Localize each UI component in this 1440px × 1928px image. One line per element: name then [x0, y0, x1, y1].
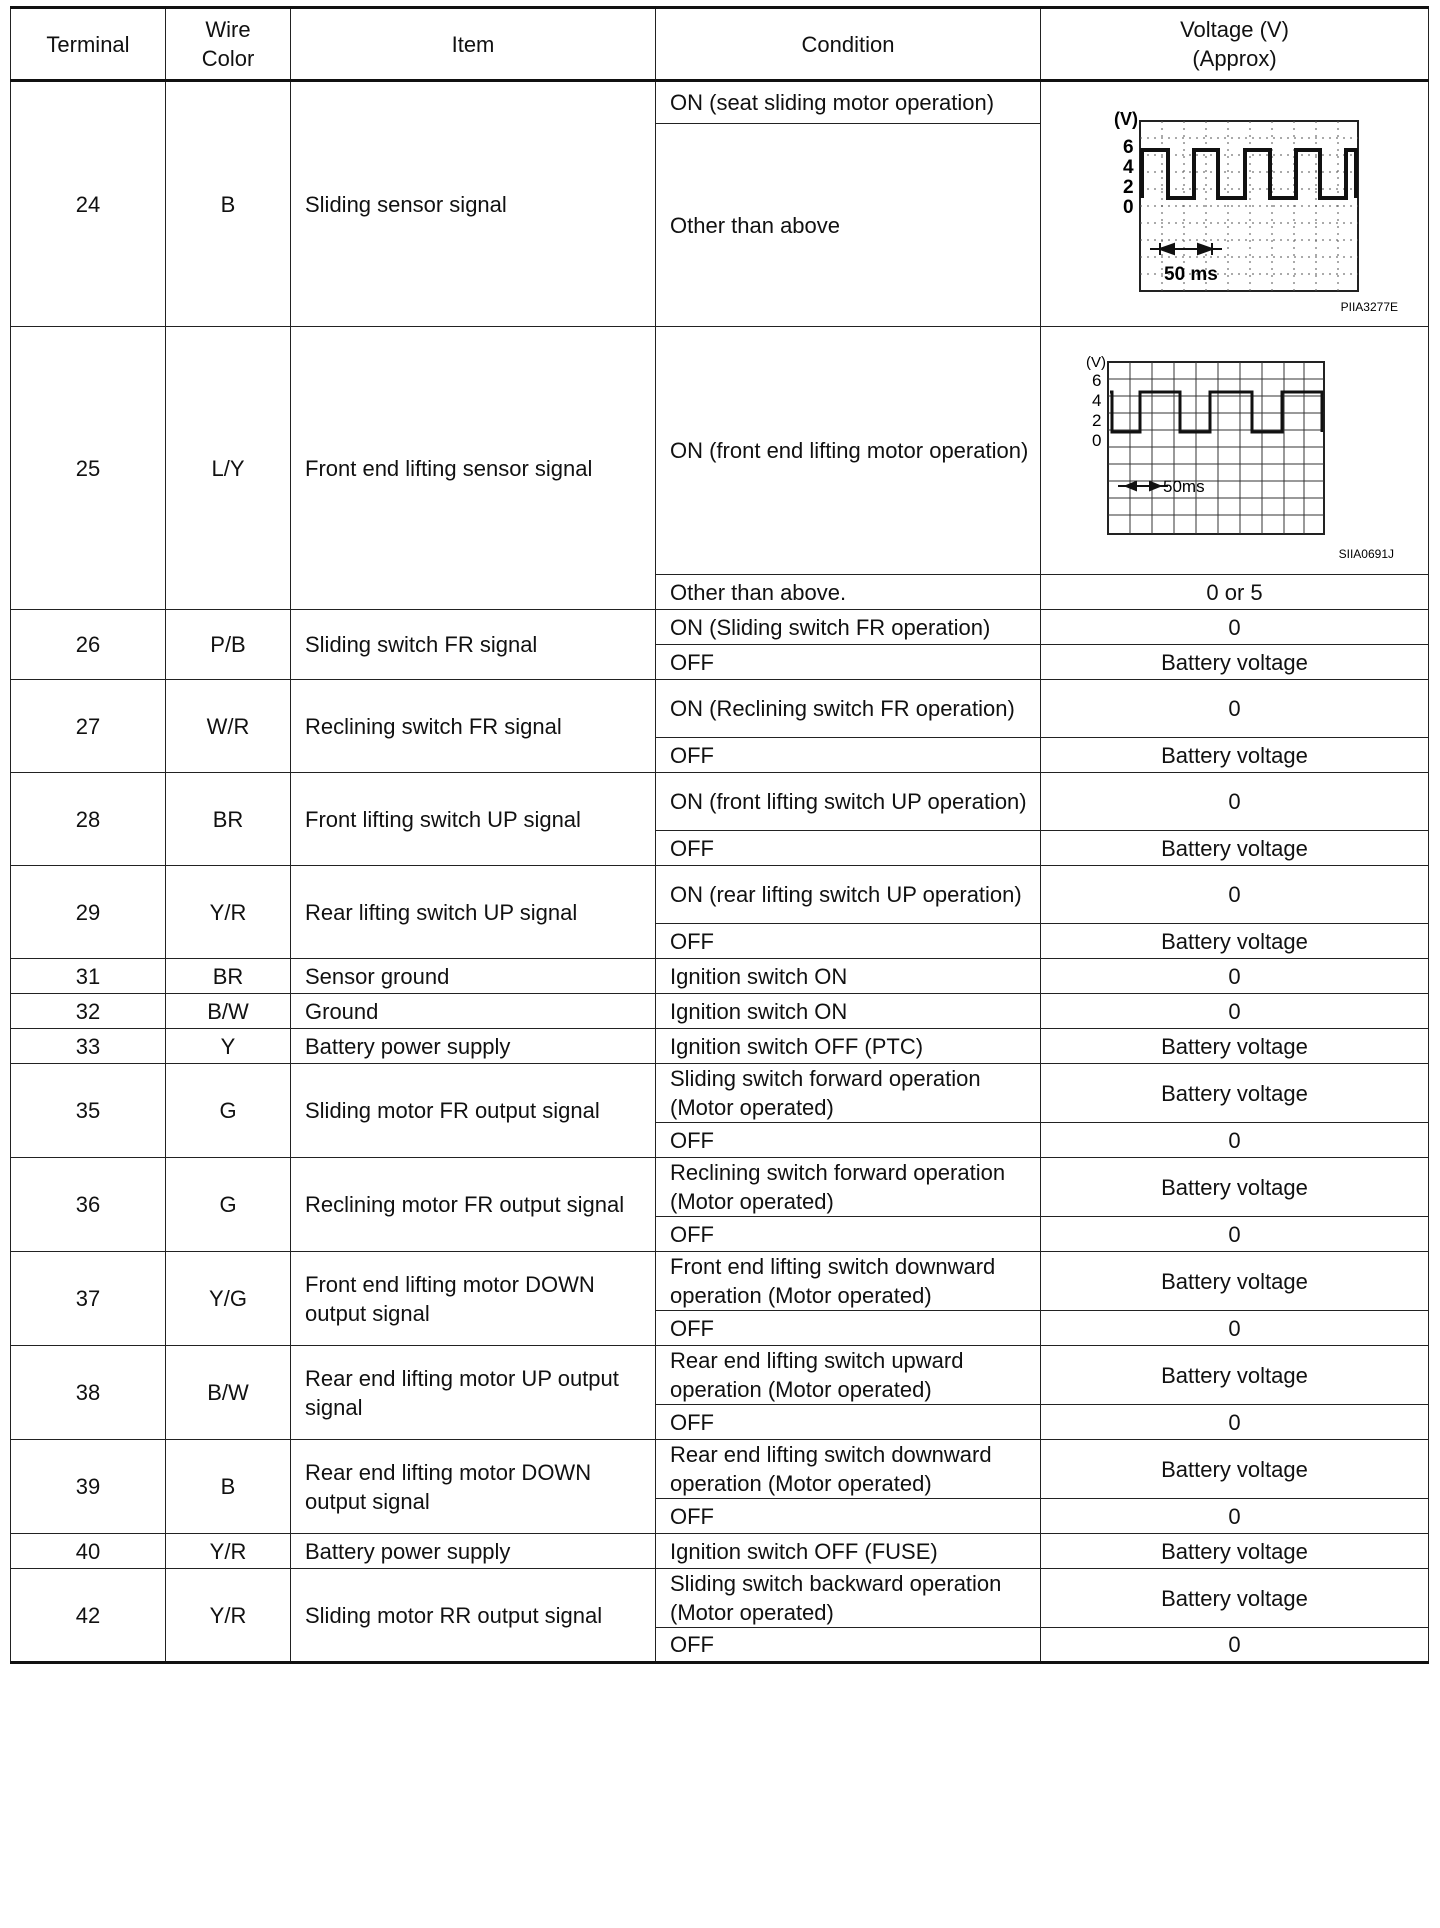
wire-color-cell: B/W [166, 1346, 291, 1440]
waveform-25-timebase: 50ms [1162, 476, 1205, 496]
voltage-cell: 0 or 5 [1041, 575, 1429, 610]
condition-cell: Reclining switch forward operation (Motor operated) [656, 1158, 1041, 1217]
terminal-cell: 27 [11, 680, 166, 773]
wire-color-cell: B/W [166, 994, 291, 1029]
voltage-cell: Battery voltage [1041, 645, 1429, 680]
voltage-cell: 0 [1041, 680, 1429, 738]
terminal-cell: 39 [11, 1440, 166, 1534]
wire-color-cell: Y/R [166, 1569, 291, 1663]
voltage-cell: 0 [1041, 866, 1429, 924]
header-voltage-line-1: Voltage (V) [1180, 17, 1289, 42]
waveform-25-unit: (V) [1085, 353, 1106, 371]
terminal-cell: 38 [11, 1346, 166, 1440]
waveform-25-grid [1108, 362, 1324, 534]
wire-color-cell: Y [166, 1029, 291, 1064]
waveform-cell-24 [1041, 81, 1429, 327]
wire-color-cell: P/B [166, 610, 291, 680]
wire-color-cell: G [166, 1064, 291, 1158]
terminal-cell: 31 [11, 959, 166, 994]
item-cell: Rear lifting switch UP signal [291, 866, 656, 959]
table-row [11, 959, 1429, 994]
condition-cell: Ignition switch ON [656, 959, 1041, 994]
terminal-cell: 29 [11, 866, 166, 959]
condition-cell: OFF [656, 924, 1041, 959]
connector-table-page [10, 6, 1428, 1664]
waveform-24-tick: 6 [1122, 137, 1134, 158]
waveform-24-figure-code: PIIA3277E [1340, 300, 1398, 314]
oscilloscope-waveform-24 [1050, 93, 1420, 315]
terminal-cell: 42 [11, 1569, 166, 1663]
wire-color-cell: B [166, 81, 291, 327]
condition-cell: Front end lifting switch downward operation (Motor operated) [656, 1252, 1041, 1311]
terminal-cell: 40 [11, 1534, 166, 1569]
condition-cell: Sliding switch forward operation (Motor operated) [656, 1064, 1041, 1123]
wire-color-cell: BR [166, 773, 291, 866]
condition-cell: OFF [656, 1628, 1041, 1663]
terminal-table [10, 6, 1429, 1664]
terminal-cell: 32 [11, 994, 166, 1029]
voltage-cell: Battery voltage [1041, 1252, 1429, 1311]
table-row [11, 610, 1429, 645]
wire-color-cell: Y/G [166, 1252, 291, 1346]
wire-color-cell: Y/R [166, 1534, 291, 1569]
item-cell: Rear end lifting motor UP output signal [291, 1346, 656, 1440]
condition-cell: OFF [656, 1217, 1041, 1252]
condition-cell: Ignition switch OFF (PTC) [656, 1029, 1041, 1064]
wire-color-cell: G [166, 1158, 291, 1252]
voltage-cell: Battery voltage [1041, 1346, 1429, 1405]
table-row [11, 81, 1429, 124]
waveform-25-tick: 0 [1091, 430, 1101, 450]
waveform-24-tick: 0 [1122, 197, 1134, 218]
table-row [11, 773, 1429, 831]
item-cell: Battery power supply [291, 1029, 656, 1064]
voltage-cell: 0 [1041, 1499, 1429, 1534]
condition-cell: OFF [656, 1123, 1041, 1158]
voltage-cell: 0 [1041, 610, 1429, 645]
wire-color-cell: L/Y [166, 327, 291, 610]
condition-cell: Other than above. [656, 575, 1041, 610]
waveform-25-tick: 6 [1091, 370, 1101, 390]
terminal-cell: 36 [11, 1158, 166, 1252]
condition-cell: OFF [656, 1405, 1041, 1440]
header-condition: Condition [656, 8, 1041, 81]
voltage-cell: Battery voltage [1041, 1029, 1429, 1064]
condition-cell: Rear end lifting switch downward operation (Motor operated) [656, 1440, 1041, 1499]
condition-cell: OFF [656, 738, 1041, 773]
condition-cell: ON (front end lifting motor operation) [656, 327, 1041, 575]
table-row [11, 994, 1429, 1029]
condition-cell: Ignition switch ON [656, 994, 1041, 1029]
waveform-24-tick: 2 [1122, 177, 1134, 198]
terminal-cell: 35 [11, 1064, 166, 1158]
table-row [11, 1064, 1429, 1123]
item-cell: Front lifting switch UP signal [291, 773, 656, 866]
table-row [11, 680, 1429, 738]
table-row [11, 1346, 1429, 1405]
table-row [11, 327, 1429, 575]
table-row [11, 1029, 1429, 1064]
voltage-cell: 0 [1041, 1311, 1429, 1346]
voltage-cell: Battery voltage [1041, 1569, 1429, 1628]
item-cell: Ground [291, 994, 656, 1029]
header-item: Item [291, 8, 656, 81]
header-voltage-line-2: (Approx) [1192, 46, 1277, 71]
waveform-25-figure-code: SIIA0691J [1338, 546, 1394, 561]
condition-cell: ON (Sliding switch FR operation) [656, 610, 1041, 645]
item-cell: Sliding motor RR output signal [291, 1569, 656, 1663]
header-terminal: Terminal [11, 8, 166, 81]
voltage-cell: Battery voltage [1041, 1440, 1429, 1499]
item-cell: Front end lifting sensor signal [291, 327, 656, 610]
voltage-cell: Battery voltage [1041, 1534, 1429, 1569]
condition-cell: Sliding switch backward operation (Motor operated) [656, 1569, 1041, 1628]
wire-color-cell: Y/R [166, 866, 291, 959]
terminal-cell: 28 [11, 773, 166, 866]
wire-color-cell: B [166, 1440, 291, 1534]
waveform-25-tick: 4 [1091, 390, 1101, 410]
header-wire-line-1: Wire [205, 17, 251, 42]
voltage-cell: 0 [1041, 994, 1429, 1029]
condition-cell: Other than above [656, 124, 1041, 327]
voltage-cell: Battery voltage [1041, 831, 1429, 866]
condition-cell: ON (Reclining switch FR operation) [656, 680, 1041, 738]
condition-cell: ON (front lifting switch UP operation) [656, 773, 1041, 831]
wire-color-cell: W/R [166, 680, 291, 773]
table-row [11, 866, 1429, 924]
item-cell: Sliding switch FR signal [291, 610, 656, 680]
voltage-cell: Battery voltage [1041, 1158, 1429, 1217]
terminal-cell: 33 [11, 1029, 166, 1064]
terminal-cell: 26 [11, 610, 166, 680]
condition-cell: Ignition switch OFF (FUSE) [656, 1534, 1041, 1569]
header-wire-color [166, 8, 291, 81]
header-row [11, 8, 1429, 81]
item-cell: Sliding motor FR output signal [291, 1064, 656, 1158]
voltage-cell: 0 [1041, 1123, 1429, 1158]
voltage-cell: Battery voltage [1041, 924, 1429, 959]
item-cell: Sensor ground [291, 959, 656, 994]
table-row [11, 1440, 1429, 1499]
waveform-24-timebase: 50 ms [1163, 264, 1218, 285]
wire-color-cell: BR [166, 959, 291, 994]
voltage-cell: 0 [1041, 773, 1429, 831]
item-cell: Battery power supply [291, 1534, 656, 1569]
condition-cell: OFF [656, 831, 1041, 866]
condition-cell: OFF [656, 1311, 1041, 1346]
voltage-cell: 0 [1041, 1217, 1429, 1252]
condition-cell: Rear end lifting switch upward operation (Motor operated) [656, 1346, 1041, 1405]
waveform-24-unit: (V) [1113, 109, 1138, 129]
item-cell: Reclining switch FR signal [291, 680, 656, 773]
waveform-24-tick: 4 [1122, 157, 1134, 178]
condition-cell: ON (seat sliding motor operation) [656, 81, 1041, 124]
item-cell: Reclining motor FR output signal [291, 1158, 656, 1252]
voltage-cell: Battery voltage [1041, 738, 1429, 773]
condition-cell: OFF [656, 1499, 1041, 1534]
oscilloscope-waveform-25 [1050, 340, 1420, 562]
header-voltage [1041, 8, 1429, 81]
terminal-cell: 24 [11, 81, 166, 327]
item-cell: Sliding sensor signal [291, 81, 656, 327]
voltage-cell: Battery voltage [1041, 1064, 1429, 1123]
table-row [11, 1158, 1429, 1217]
waveform-24-timebase-arrow [1150, 243, 1222, 255]
item-cell: Rear end lifting motor DOWN output signal [291, 1440, 656, 1534]
waveform-25-timebase-arrow [1118, 482, 1168, 490]
item-cell: Front end lifting motor DOWN output signal [291, 1252, 656, 1346]
header-wire-line-2: Color [201, 46, 255, 71]
voltage-cell: 0 [1041, 1405, 1429, 1440]
condition-cell: OFF [656, 645, 1041, 680]
waveform-24-trace [1142, 150, 1356, 198]
waveform-cell-25 [1041, 327, 1429, 575]
voltage-cell: 0 [1041, 959, 1429, 994]
waveform-25-trace [1110, 392, 1322, 432]
condition-cell: ON (rear lifting switch UP operation) [656, 866, 1041, 924]
terminal-cell: 25 [11, 327, 166, 610]
terminal-cell: 37 [11, 1252, 166, 1346]
voltage-cell: 0 [1041, 1628, 1429, 1663]
table-row [11, 1534, 1429, 1569]
table-row [11, 1569, 1429, 1628]
table-row [11, 1252, 1429, 1311]
waveform-25-tick: 2 [1091, 410, 1101, 430]
